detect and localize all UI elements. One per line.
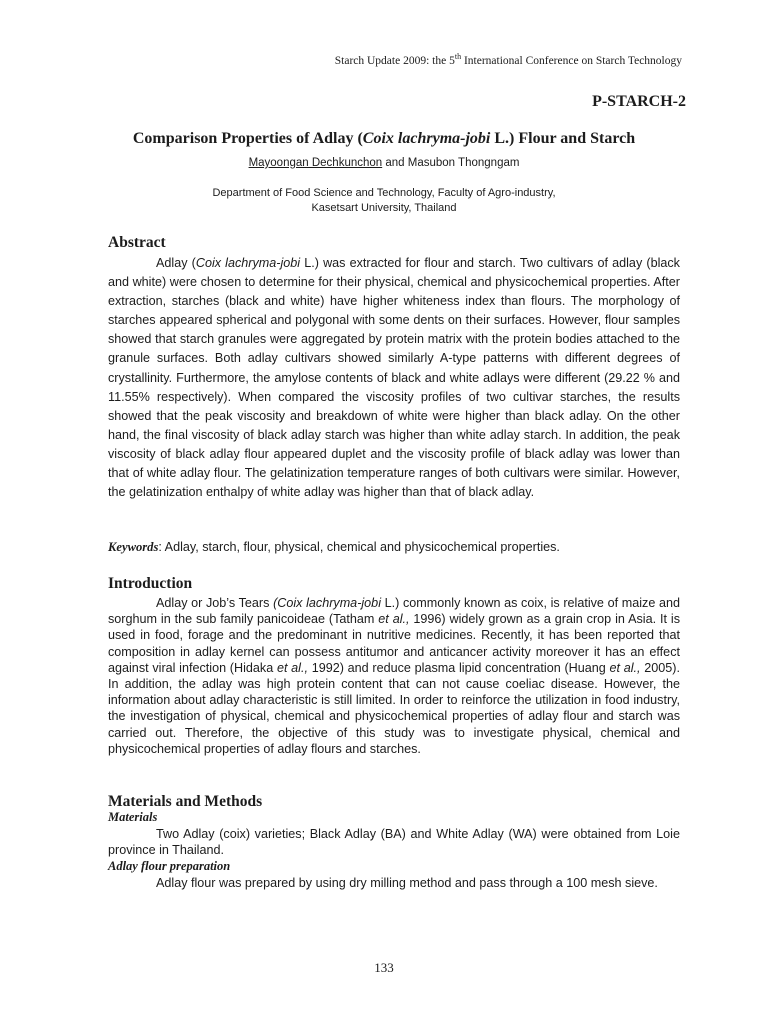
materials-subheading: Materials (108, 810, 158, 824)
introduction-paragraph: Adlay or Job’s Tears (Coix lachryma-jobi L.) commonly known as coix, is relative of maize and sorghum in the sub family panicoideae (Tatham et al., 1996) widely grown as a grain crop in Asia. It is used in food, forage and the predominant in nutritive medicines. Recently, it has been reported that composition in adlay kernel can possess antitumor and anticancer activity moreover it has an effect against viral infection (Hidaka et al., 1992) and reduce plasma lipid concentration (Huang et al., 2005). In addition, the adlay was high protein content that can not cause coeliac disease. However, the information about adlay characteristic is still limited. In order to reinforce the utilization in food industry, the investigation of physical, chemical and physicochemical properties of adlay flour and starch was carried out. Therefore, the objective of this study was to investigate physical, chemical and physicochemical properties of adlay flours and starches. (108, 596, 681, 756)
abstract-heading: Abstract (108, 234, 166, 251)
flour-preparation-paragraph: Adlay flour was prepared by using dry milling method and pass through a 100 mesh sieve. (156, 876, 658, 890)
abstract-paragraph: Adlay (Coix lachryma-jobi L.) was extracted for flour and starch. Two cultivars of adlay (black and white) were chosen to determine for their physical, chemical and physicochemical properties. After extraction, starches (black and white) have higher whiteness index than flours. The morphology of starches appeared spherical and polygonal with some dents on their surfaces. However, flour samples showed that starch granules were aggregated by protein matrix with the protein bodies attached to the granule surfaces. Both adlay cultivars showed similarly A-type patterns with different degrees of crystallinity. Furthermore, the amylose contents of black and white adlays were different (29.22 % and 11.55% respectively). When compared the viscosity profiles of two cultivar starches, the results showed that the peak viscosity and breakdown of white were higher than black adlay. On the other hand, the final viscosity of black adlay starch was higher than white adlay starch. In addition, the peak viscosity of black adlay flour appeared duplet and the viscosity profile of black adlay was lower than that of white adlay flour. The gelatinization temperature ranges of both cultivars were similar. However, the gelatinization enthalpy of white adlay was higher than that of black adlay. (108, 256, 680, 500)
paper-code: P-STARCH-2 (592, 93, 686, 110)
affiliation: Department of Food Science and Technology, Faculty of Agro-industry, Kasetsart University, Thailand (212, 187, 556, 214)
presenting-author: Mayoongan Dechkunchon (248, 157, 383, 169)
paper-title: Comparison Properties of Adlay (Coix lachryma-jobi L.) Flour and Starch (132, 130, 636, 147)
materials-paragraph: Two Adlay (coix) varieties; Black Adlay (BA) and White Adlay (WA) were obtained from Loie province in Thailand. (108, 827, 680, 858)
flour-preparation-subheading: Adlay flour preparation (108, 859, 231, 873)
author-list: Mayoongan Dechkunchon and Masubon Thongngam (248, 157, 520, 169)
introduction-heading: Introduction (108, 575, 193, 592)
keywords-line: Keywords: Adlay, starch, flour, physical, chemical and physicochemical properties. (108, 540, 560, 554)
page-number: 133 (374, 960, 394, 975)
materials-methods-heading: Materials and Methods (108, 793, 263, 810)
running-header: Starch Update 2009: the 5th International Conference on Starch Technology (334, 52, 682, 67)
